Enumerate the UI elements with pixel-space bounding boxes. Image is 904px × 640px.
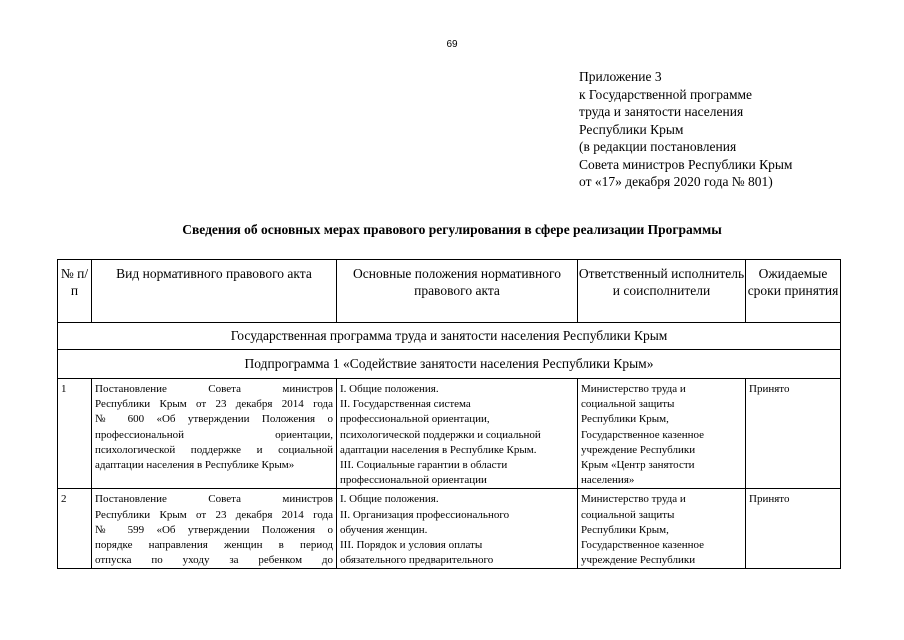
- section-row-subprogram: [58, 350, 841, 379]
- section-row-program: [58, 323, 841, 350]
- row-num: 1: [58, 379, 92, 489]
- row-num: 2: [58, 489, 92, 569]
- row-act: [92, 379, 337, 489]
- responsible-line: Крым «Центр занятости: [581, 459, 695, 472]
- act-line: Республики Крым от 23 декабря 2014 года: [95, 508, 333, 521]
- row-act: [92, 489, 337, 569]
- responsible-line: социальной защиты: [581, 398, 675, 411]
- act-line: № 600 «Об утверждении Положения о: [95, 413, 333, 426]
- provision-line: III. Социальные гарантии в области: [340, 459, 508, 472]
- section-subprogram-title: Подпрограмма 1 «Содействие занятости населения Республики Крым»: [58, 350, 841, 379]
- responsible-line: населения»: [581, 474, 635, 487]
- row-provisions: [337, 379, 578, 489]
- provision-line: психологической поддержки и социальной: [340, 428, 541, 441]
- row-responsible: [578, 379, 746, 489]
- responsible-line: учреждение Республики: [581, 443, 696, 456]
- provision-line: обязательного предварительного: [340, 554, 494, 567]
- provision-line: II. Государственная система: [340, 398, 471, 411]
- provision-line: адаптации населения в Республике Крым.: [340, 443, 537, 456]
- appendix-line: от «17» декабря 2020 года № 801): [579, 174, 773, 189]
- appendix-line: труда и занятости населения: [579, 104, 744, 119]
- responsible-line: Государственное казенное: [581, 428, 705, 441]
- appendix-line: (в редакции постановления: [579, 139, 737, 154]
- provision-line: II. Организация профессионального: [340, 508, 510, 521]
- act-line: порядке направления женщин в период: [95, 539, 333, 552]
- row-status: Принято: [746, 489, 841, 569]
- table-row: [58, 379, 841, 489]
- act-line: Постановление Совета министров: [95, 493, 333, 506]
- act-line: № 599 «Об утверждении Положения о: [95, 523, 333, 536]
- provision-line: III. Порядок и условия оплаты: [340, 539, 483, 552]
- page-number: 69: [446, 39, 458, 50]
- table-header-row: [58, 260, 841, 323]
- responsible-line: Республики Крым,: [581, 413, 669, 426]
- appendix-line: Приложение 3: [579, 69, 662, 84]
- header-responsible: Ответственный исполнитель и соисполнители: [578, 260, 746, 323]
- appendix-line: Совета министров Республики Крым: [579, 156, 793, 172]
- section-program-title: Государственная программа труда и занятости населения Республики Крым: [58, 323, 841, 350]
- header-act-type: Вид нормативного правового акта: [92, 260, 337, 323]
- act-line: отпуска по уходу за ребенком до: [95, 554, 333, 567]
- responsible-line: Республики Крым,: [581, 523, 669, 536]
- responsible-line: учреждение Республики: [581, 554, 696, 567]
- provision-line: профессиональной ориентации,: [340, 413, 490, 426]
- provision-line: I. Общие положения.: [340, 383, 439, 395]
- provision-line: обучения женщин.: [340, 523, 428, 536]
- act-line: психологической поддержке и социальной: [95, 443, 333, 456]
- table-row: [58, 489, 841, 569]
- appendix-line: к Государственной программе: [579, 86, 753, 102]
- regulation-table: [57, 259, 841, 569]
- row-responsible: [578, 489, 746, 569]
- act-line: адаптации населения в Республике Крым»: [95, 459, 295, 472]
- act-line: Республики Крым от 23 декабря 2014 года: [95, 398, 333, 411]
- responsible-line: Министерство труда и: [581, 383, 686, 395]
- header-num: № п/п: [58, 260, 92, 323]
- appendix-note: [579, 68, 792, 191]
- header-provisions: Основные положения нормативного правового акта: [337, 260, 578, 323]
- provision-line: I. Общие положения.: [340, 493, 439, 506]
- provision-line: профессиональной ориентации: [340, 474, 487, 487]
- act-line: профессиональной ориентации,: [95, 428, 333, 441]
- act-line: Постановление Совета министров: [95, 383, 333, 395]
- header-dates: Ожидаемые сроки принятия: [746, 260, 841, 323]
- responsible-line: Министерство труда и: [581, 493, 686, 506]
- responsible-line: социальной защиты: [581, 508, 675, 521]
- document-heading: Сведения об основных мерах правового регулирования в сфере реализации Программы: [182, 222, 722, 237]
- appendix-line: Республики Крым: [579, 121, 684, 137]
- responsible-line: Государственное казенное: [581, 539, 705, 552]
- row-provisions: [337, 489, 578, 569]
- row-status: Принято: [746, 379, 841, 489]
